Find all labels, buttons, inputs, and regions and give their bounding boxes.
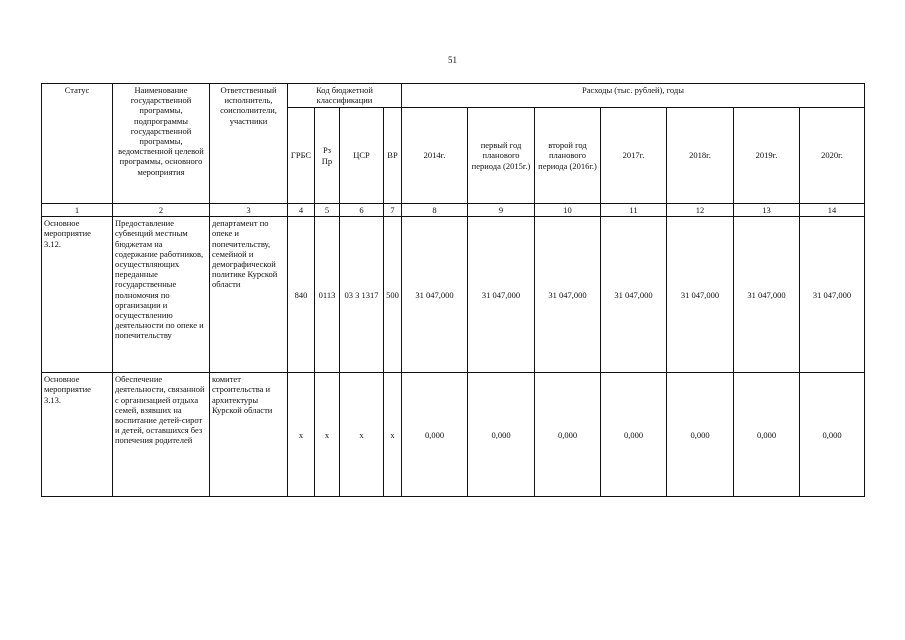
column-number: 7 (384, 204, 402, 217)
row-value-2019: 0,000 (734, 373, 800, 497)
row-value-2017: 31 047,000 (601, 217, 667, 373)
header-2017: 2017г. (601, 108, 667, 204)
row-csr: х (340, 373, 384, 497)
budget-table (41, 83, 865, 497)
row-value-2016: 31 047,000 (535, 217, 601, 373)
column-number: 10 (535, 204, 601, 217)
header-2019: 2019г. (734, 108, 800, 204)
row-value-2020: 31 047,000 (800, 217, 865, 373)
row-value-2015: 31 047,000 (468, 217, 535, 373)
header-2016: второй год планового периода (2016г.) (535, 108, 601, 204)
row-value-2015: 0,000 (468, 373, 535, 497)
row-value-2018: 31 047,000 (667, 217, 734, 373)
column-number: 9 (468, 204, 535, 217)
header-grbs: ГРБС (288, 108, 315, 204)
header-2014: 2014г. (402, 108, 468, 204)
row-status: Основное мероприятие 3.13. (42, 373, 113, 497)
column-number: 14 (800, 204, 865, 217)
row-value-2014: 31 047,000 (402, 217, 468, 373)
column-number: 8 (402, 204, 468, 217)
row-name: Предоставление субвенций местным бюджетам на содержание работников, осуществляющих переданные государственные полномочия по организации и осуществлению деятельности по опеке и попечительству (113, 217, 210, 373)
row-value-2020: 0,000 (800, 373, 865, 497)
header-expenses: Расходы (тыс. рублей), годы (402, 84, 865, 108)
row-value-2014: 0,000 (402, 373, 468, 497)
column-number: 4 (288, 204, 315, 217)
page-number: 51 (448, 55, 457, 65)
column-number: 12 (667, 204, 734, 217)
row-vr: 500 (384, 217, 402, 373)
row-value-2019: 31 047,000 (734, 217, 800, 373)
row-executor: департамент по опеке и попечительству, семейной и демографической политике Курской области (210, 217, 288, 373)
column-number: 3 (210, 204, 288, 217)
table-row (42, 217, 865, 373)
row-executor: комитет строительства и архитектуры Курской области (210, 373, 288, 497)
header-2015: первый год планового периода (2015г.) (468, 108, 535, 204)
header-executor: Ответственный исполнитель, соисполнители, участники (210, 84, 288, 204)
row-rzpr: х (315, 373, 340, 497)
column-number: 6 (340, 204, 384, 217)
header-vr: ВР (384, 108, 402, 204)
header-rzpr: Рз Пр (315, 108, 340, 204)
row-name: Обеспечение деятельности, связанной с организацией отдыха семей, взявших на воспитание детей-сирот и детей, оставшихся без попечения родителей (113, 373, 210, 497)
header-csr: ЦСР (340, 108, 384, 204)
row-value-2017: 0,000 (601, 373, 667, 497)
column-number: 1 (42, 204, 113, 217)
table-row (42, 373, 865, 497)
row-status: Основное мероприятие 3.12. (42, 217, 113, 373)
row-csr: 03 3 1317 (340, 217, 384, 373)
column-number: 13 (734, 204, 800, 217)
row-value-2016: 0,000 (535, 373, 601, 497)
header-status: Статус (42, 84, 113, 204)
header-2020: 2020г. (800, 108, 865, 204)
header-2018: 2018г. (667, 108, 734, 204)
column-number: 5 (315, 204, 340, 217)
column-number: 2 (113, 204, 210, 217)
row-rzpr: 0113 (315, 217, 340, 373)
row-grbs: 840 (288, 217, 315, 373)
row-grbs: х (288, 373, 315, 497)
header-name: Наименование государственной программы, подпрограммы государственной программы, ведомственной целевой программы, основного мероприятия (113, 84, 210, 204)
row-vr: х (384, 373, 402, 497)
header-budget-code: Код бюджетной классификации (288, 84, 402, 108)
column-number: 11 (601, 204, 667, 217)
row-value-2018: 0,000 (667, 373, 734, 497)
